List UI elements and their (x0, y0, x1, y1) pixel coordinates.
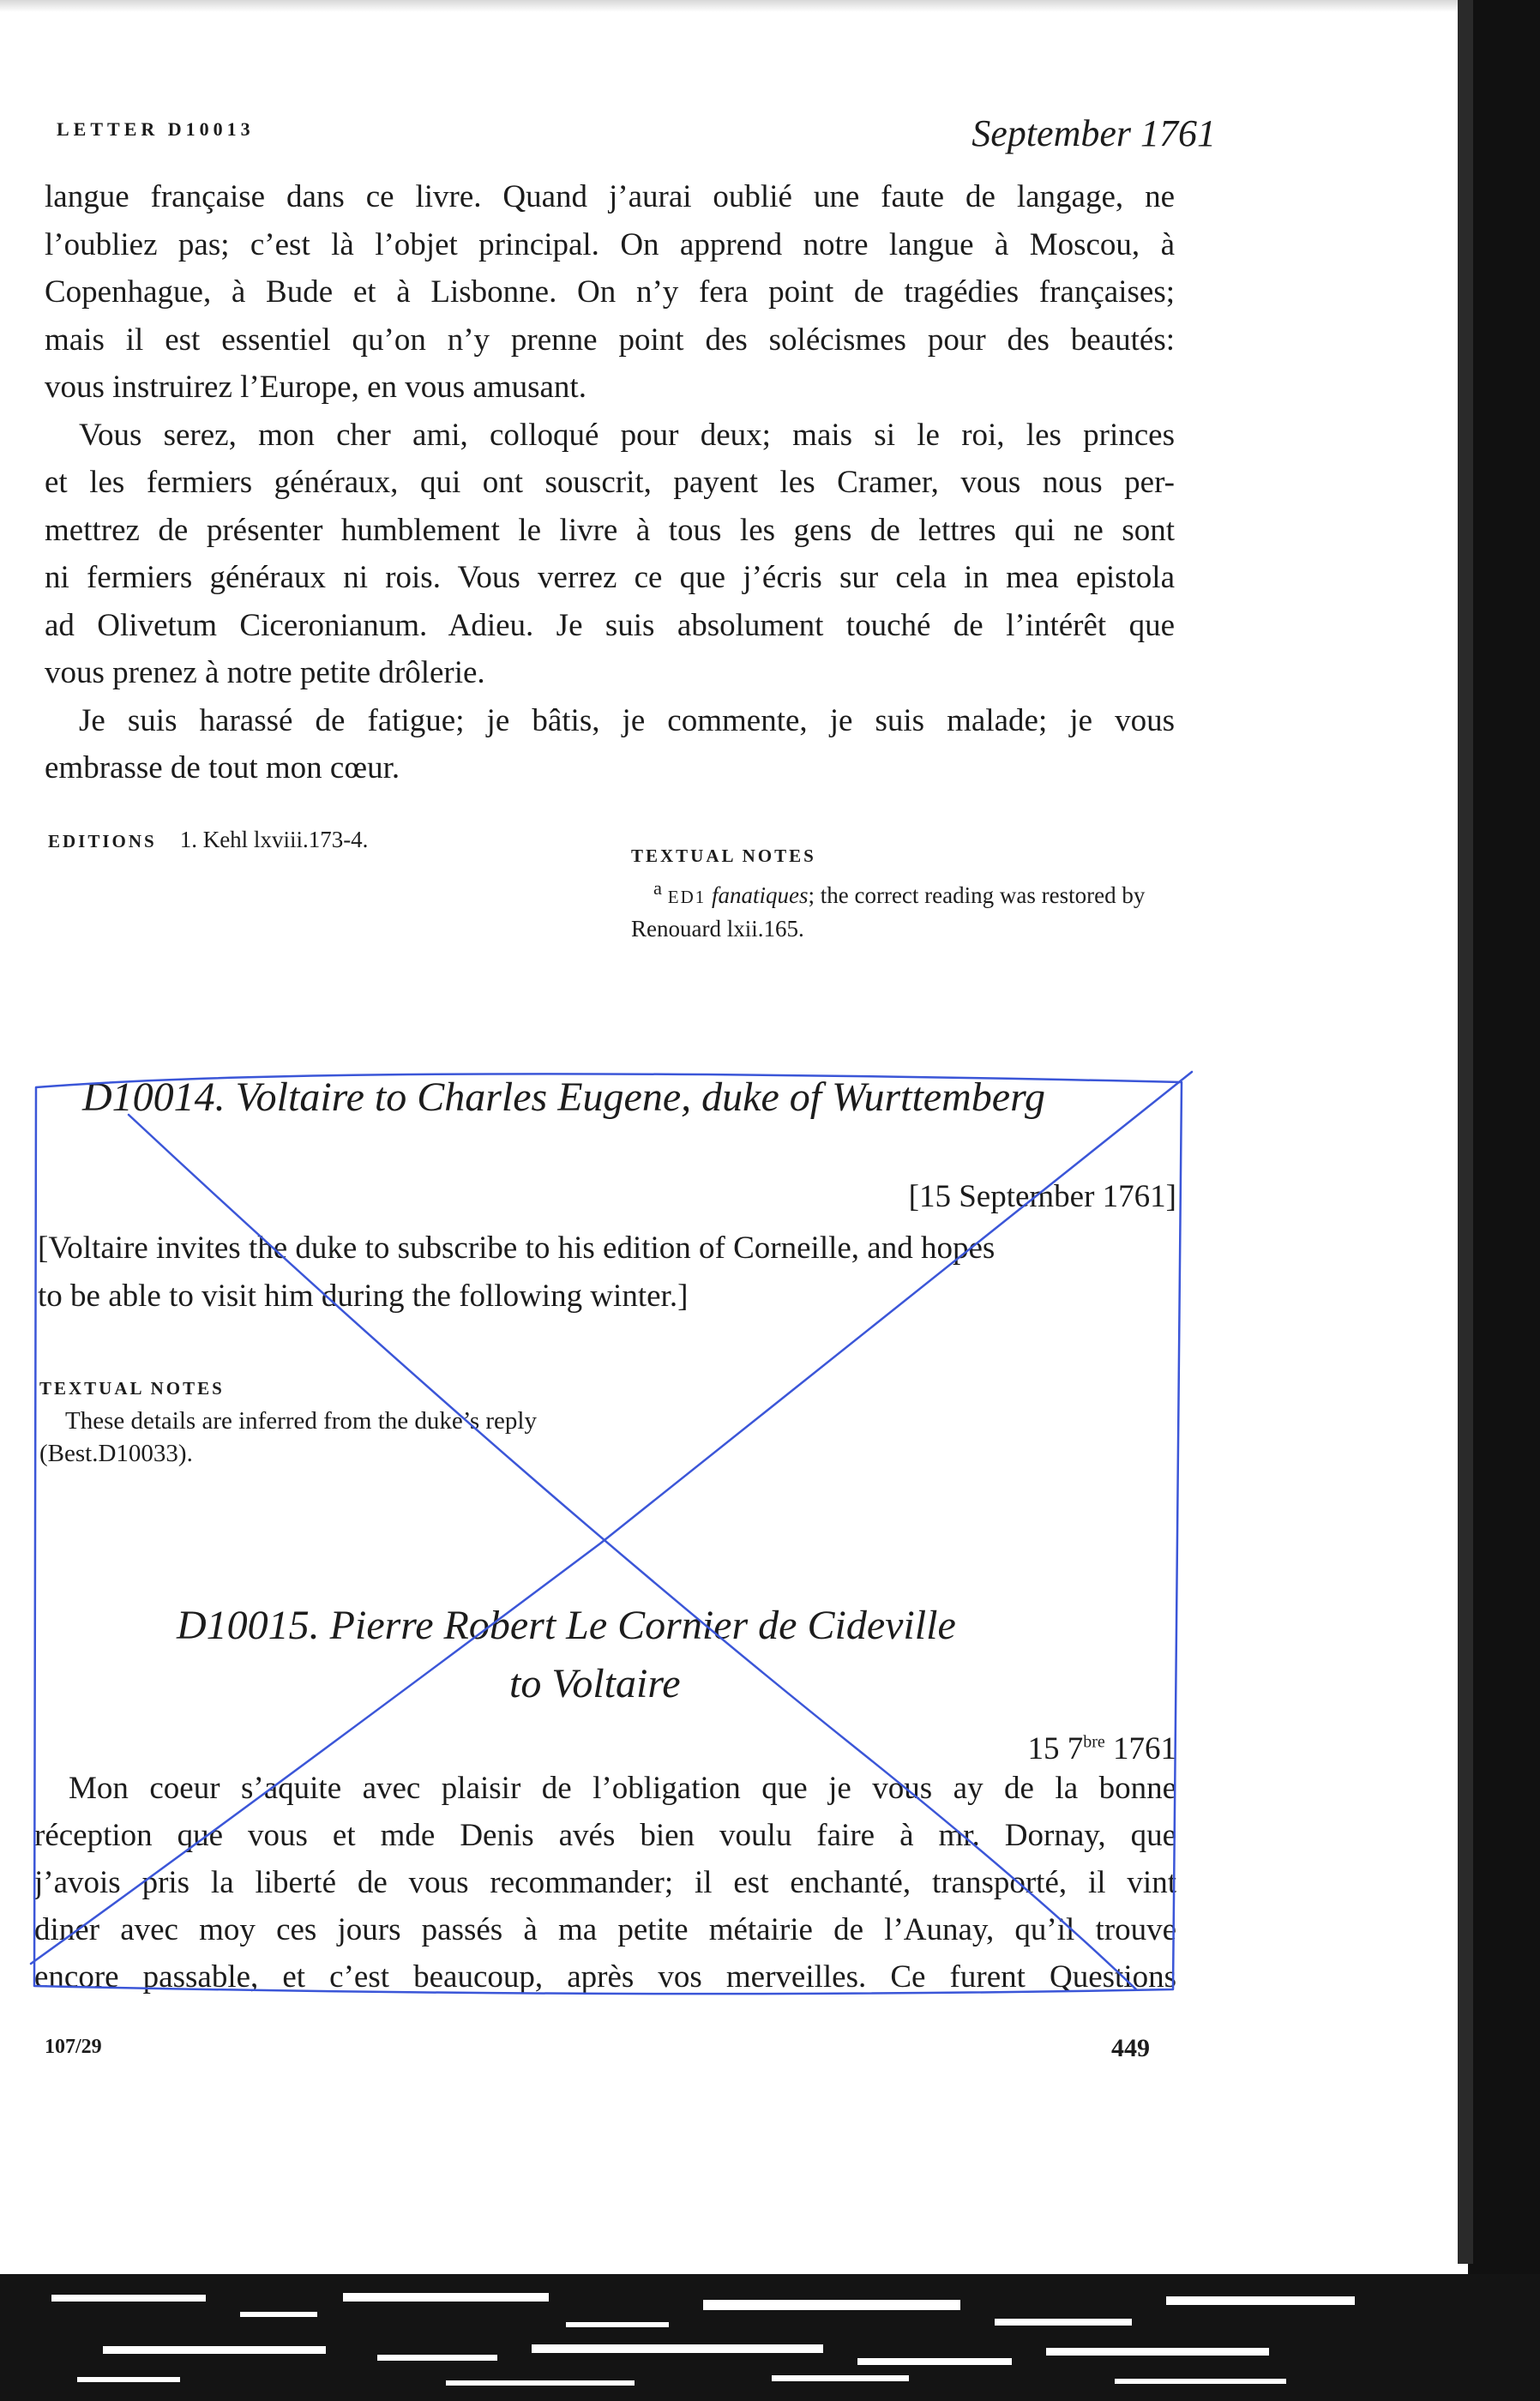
running-header-left: LETTER D10013 (57, 118, 255, 140)
body-line: vous prenez à notre petite drôlerie. (45, 655, 485, 690)
scan-bottom-noise (0, 2243, 1540, 2401)
textual-note (631, 872, 1180, 945)
body-line: et les fermiers généraux, qui ont souscrit, payent les Cramer, vous nous per- (45, 465, 1175, 500)
footer-signature: 107/29 (45, 2036, 102, 2058)
textual-notes-block-2 (39, 1372, 588, 1470)
body-line: Mon coeur s’aquite avec plaisir de l’obligation que je vous ay de la bonne (69, 1771, 1176, 1806)
textual-notes-heading: TEXTUAL NOTES (631, 845, 816, 866)
letter-body (45, 173, 1175, 792)
textual-notes-heading: TEXTUAL NOTES (39, 1378, 225, 1399)
textual-note: These details are inferred from the duke’s reply (Best.D10033). (39, 1407, 537, 1467)
note-marker: a (653, 877, 662, 899)
body-line: ad Olivetum Ciceronianum. Adieu. Je suis absolument touché de l’intérêt que (45, 607, 1175, 643)
scan-top-edge (0, 0, 1540, 12)
letter-summary-d10014 (38, 1225, 1175, 1320)
body-line: vous instruirez l’Europe, en vous amusant. (45, 370, 587, 405)
body-line: embrasse de tout mon cœur. (45, 750, 400, 785)
editions-note (48, 827, 368, 853)
note-rest: ; the correct reading was restored by Renouard lxii.165. (631, 882, 1146, 942)
scan-dark-edge-inner (1458, 0, 1473, 2264)
body-line: réception que vous et mde Denis avés bien voulu faire à mr. Dornay, que (34, 1818, 1176, 1853)
body-line: Copenhague, à Bude et à Lisbonne. On n’y fera point de tragédies françaises; (45, 274, 1175, 310)
body-line: encore passable, et c’est beaucoup, après vos merveilles. Ce furent Questions (34, 1959, 1176, 1995)
letter-date-d10014: [15 September 1761] (908, 1179, 1176, 1214)
textual-notes-block (631, 840, 1180, 945)
date-part: 15 7 (1027, 1731, 1084, 1766)
editions-text: 1. Kehl lxviii.173-4. (179, 827, 369, 852)
letter-heading-d10014: D10014. Voltaire to Charles Eugene, duke of Wurttemberg (82, 1074, 1045, 1120)
date-year: 1761 (1104, 1731, 1176, 1766)
body-line: diner avec moy ces jours passés à ma petite métairie de l’Aunay, qu’il trouve (34, 1912, 1176, 1947)
date-superscript: bre (1083, 1732, 1105, 1752)
body-line: mettrez de présenter humblement le livre à tous les gens de lettres qui ne sont (45, 512, 1175, 548)
note-edition: ED1 (667, 887, 707, 907)
letter-heading-d10015: D10015. Pierre Robert Le Cornier de Cideville (177, 1603, 956, 1648)
body-line: langue française dans ce livre. Quand j’aurai oublié une faute de langage, ne (45, 179, 1175, 214)
letter-heading-d10015-line2: to Voltaire (509, 1661, 681, 1706)
note-word: fanatiques (712, 882, 809, 908)
body-line: l’oubliez pas; c’est là l’objet principal. On apprend notre langue à Moscou, à (45, 226, 1175, 262)
body-line: j’avois pris la liberté de vous recommander; il est enchanté, transporté, il vint (34, 1865, 1176, 1900)
summary-line: [Voltaire invites the duke to subscribe to his edition of Corneille, and hopes (38, 1231, 996, 1266)
body-line: mais il est essentiel qu’on n’y prenne point des solécismes pour des beautés: (45, 322, 1175, 358)
running-header-right: September 1761 (972, 112, 1216, 154)
letter-date-d10015 (1027, 1730, 1176, 1767)
letter-body-d10015 (34, 1765, 1176, 2001)
page-number: 449 (1111, 2034, 1150, 2062)
scan-dark-edge (1468, 0, 1540, 2290)
body-line: Vous serez, mon cher ami, colloqué pour deux; mais si le roi, les princes (79, 417, 1175, 453)
summary-line: to be able to visit him during the following winter.] (38, 1278, 689, 1314)
body-line: ni fermiers généraux ni rois. Vous verrez ce que j’écris sur cela in mea epistola (45, 560, 1175, 595)
editions-label: EDITIONS (48, 831, 157, 851)
body-line: Je suis harassé de fatigue; je bâtis, je commente, je suis malade; je vous (79, 702, 1175, 738)
